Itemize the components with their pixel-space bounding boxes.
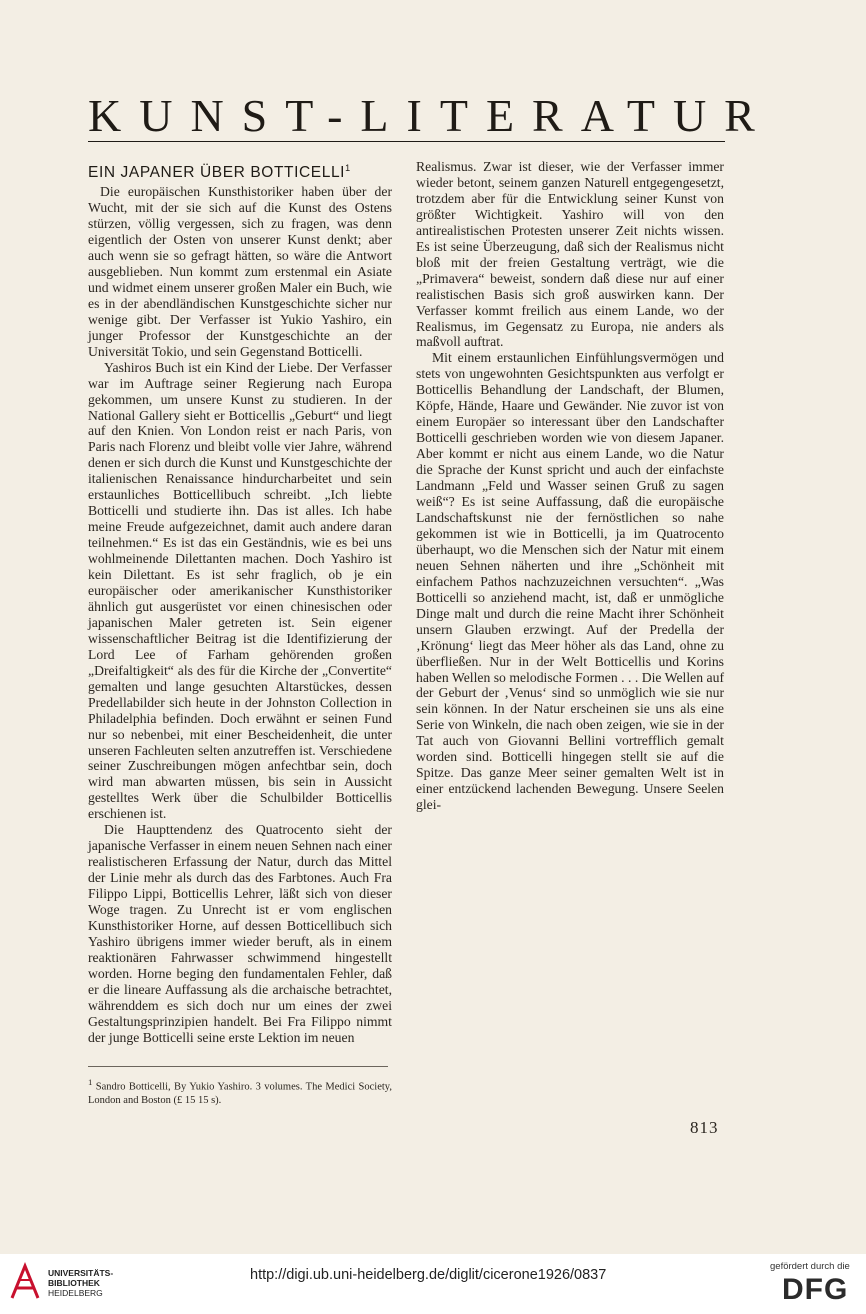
article-title <box>88 159 392 182</box>
section-header-title: KUNST-LITERATUR <box>88 90 773 141</box>
paragraph-3: Die Haupttendenz des Quatrocento sieht der japanische Verfasser in einem neuen Sehnen nach einer realistischeren Erfassung der Natur, durch das Mittel der Linie mehr als durch das des Farbtones. Auch Fra Filippo Lippi, Botticellis Lehrer, läßt sich von dieser Woge tragen. Zu Unrecht ist er vom englischen Kunsthistoriker Horne, auf dessen Botticellibuch sich Yashiro übrigens immer wieder beruft, als in einem reaktionären Fahrwasser schwimmend hingestellt worden. Horne beging den fundamentalen Fehler, daß er die lineare Auffassung als die archaische betrachtet, währenddem es sich doch nur um eines der zwei Gestaltungsprinzipien handelt. Bei Fra Filippo nimmt der junge Botticelli seine erste Lektion im neuen <box>88 822 392 1045</box>
footnote <box>88 1076 392 1107</box>
university-name <box>48 1268 113 1298</box>
university-line-1: UNIVERSITÄTS- <box>48 1268 114 1278</box>
paragraph-2: Yashiros Buch ist ein Kind der Liebe. Der Verfasser war im Auftrage seiner Regierung nach Europa gekommen, um unsere Kunst zu studieren. In der National Gallery sieht er Botticellis „Geburt“ und liegt auf den Knien. Von London reist er nach Paris, von Paris nach Florenz und bleibt volle vier Jahre, während denen er sich durch die Kunst und Kunstgeschichte der italienischen Renaissance hindurcharbeitet und sein erstaunliches Botticellibuch schreibt. „Ich liebte Botticelli und studierte ihn. Das ist alles. Ich habe meine Freude aufgezeichnet, damit auch andere daran teilnehmen.“ Es ist das ein Geständnis, wie es bei uns wohlmeinende Dilettanten machen. Doch Yashiro ist kein Dilettant. Es ist sehr fraglich, ob je ein europäischer oder amerikanischer Kunsthistoriker ähnlich gut ausgerüstet vor einen chinesischen oder japanischen Maler getreten ist. Sein eigener wissenschaftlicher Beitrag ist die Identifizierung der Lord Lee of Farham gehörenden großen „Dreifaltigkeit“ als des für die Kirche der „Convertite“ gemalten und lange gesuchten Altarstückes, dessen Predellabilder sich heute in der Johnston Collection in Philadelphia befinden. Doch erwähnt er seinen Fund nur so nebenbei, mit einer Bescheidenheit, die unter unseren Fachleuten selten anzutreffen ist. Verschiedene seiner Zuschreibungen mögen anfechtbar sein, doch wird man abwarten müssen, bis sein in Aussicht gestelltes Werk über die Schulbilder Botticellis erschienen ist. <box>88 359 392 822</box>
footnote-text: Sandro Botticelli, By Yukio Yashiro. 3 volumes. The Medici Society, London and Boston (£ 15 15 s). <box>88 1081 392 1106</box>
text-column-right <box>416 159 724 813</box>
header-rule <box>88 141 725 142</box>
footnote-rule <box>88 1066 388 1067</box>
university-line-3: HEIDELBERG <box>48 1288 103 1298</box>
dfg-logo-icon: DFG <box>782 1273 849 1306</box>
right-column-flow <box>416 159 724 813</box>
left-column-flow <box>88 184 392 1045</box>
text-column-left <box>88 159 392 1046</box>
paragraph-4: Mit einem erstaunlichen Einfühlungsvermögen und stets von ungewohnten Gesichtspunkten aus verfolgt er Botticellis Behandlung der Landschaft, der Blumen, Köpfe, Hände, Haare und Gewänder. Nie zuvor ist von einem Europäer so interessant über den Landschafter Botticelli geschrieben worden wie von diesem Japaner. Aber kommt er nicht aus einem Lande, wo die Natur die Sprache der Kunst spricht und auch der einfachste Landmann „Feld und Wasser seinen Gruß zu sagen weiß“? Es ist seine Auffassung, daß die europäische Landschaftskunst nie der fernöstlichen so nahe gekommen ist wie in Botticelli, ja im Quatrocento überhaupt, wo die Menschen sich der Natur mit einem neuen Sehnen näherten und ihre „Schönheit mit einfachem Pathos nachzuzeichnen versuchten“. „Was Botticelli so anziehend macht, ist, daß er unmögliche Dinge malt und durch die reine Macht ihrer Schönheit unsern Glauben erzwingt. Auf der Predella der ‚Krönung‘ liegt das Meer höher als das Land, ohne zu überfließen. Nur in der Welt Botticellis und Korins haben Wellen so melodische Formen . . . Die Wellen auf der Geburt der ‚Venus‘ sind so unmöglich wie sie nur sein können. In der Natur erscheinen sie uns als eine Serie von Winkeln, die nach oben zeigen, wie sie in der Tat auch von Giovanni Bellini vortrefflich gemalt worden sind. Botticelli hingegen stellt sie auf die Spitze. Das ganze Meer seiner gemalten Welt ist in einer entzückend lachenden Bewegung. Unsere Seelen glei- <box>416 350 724 813</box>
paragraph-1: Die europäischen Kunsthistoriker haben über der Wucht, mit der sie sich auf die Kunst des Ostens stürzen, völlig vergessen, sich zu fragen, was denn eigentlich der Osten von unserer Kunst denkt; aber auch wenn sie so gefragt hätten, so wäre die Antwort ausgeblieben. Nun kommt zum erstenmal ein Asiate und widmet einem unserer großen Maler ein Buch, wie es in der abendländischen Kunstgeschichte sicher nur wenige gibt. Der Verfasser ist Yukio Yashiro, ein junger Professor der Kunstgeschichte an der Universität Tokio, und sein Gegenstand Botticelli. <box>88 184 392 359</box>
permalink-url[interactable]: http://digi.ub.uni-heidelberg.de/diglit/cicerone1926/0837 <box>250 1267 607 1283</box>
university-line-2: BIBLIOTHEK <box>48 1278 100 1288</box>
footnote-mark: 1 <box>345 163 351 173</box>
funding-label: gefördert durch die <box>770 1261 850 1272</box>
footnote-number: 1 <box>88 1077 93 1087</box>
page-number: 813 <box>690 1118 719 1137</box>
university-logo-icon <box>8 1262 42 1302</box>
article-title-text: EIN JAPANER ÜBER BOTTICELLI <box>88 164 346 182</box>
paragraph-3: Realismus. Zwar ist dieser, wie der Verfasser immer wieder betont, seinem ganzen Naturell entgegengesetzt, trotzdem aber für die Entwicklung seiner Kunst von größter Wichtigkeit. Yashiro will von den antirealistischen Protesten unserer Zeit nichts wissen. Es ist seine Überzeugung, daß sich der Realismus nicht bloß mit der freien Gestaltung verträgt, wie die „Primavera“ beweist, sondern daß diese nur auf einer realistischen Basis sich groß auswirken kann. Der Verfasser kommt freilich aus einem Lande, wo der Realismus, im Gegensatz zu Europa, nie anders als maßvoll auftrat. <box>416 159 724 350</box>
viewer-footer <box>0 1254 866 1314</box>
